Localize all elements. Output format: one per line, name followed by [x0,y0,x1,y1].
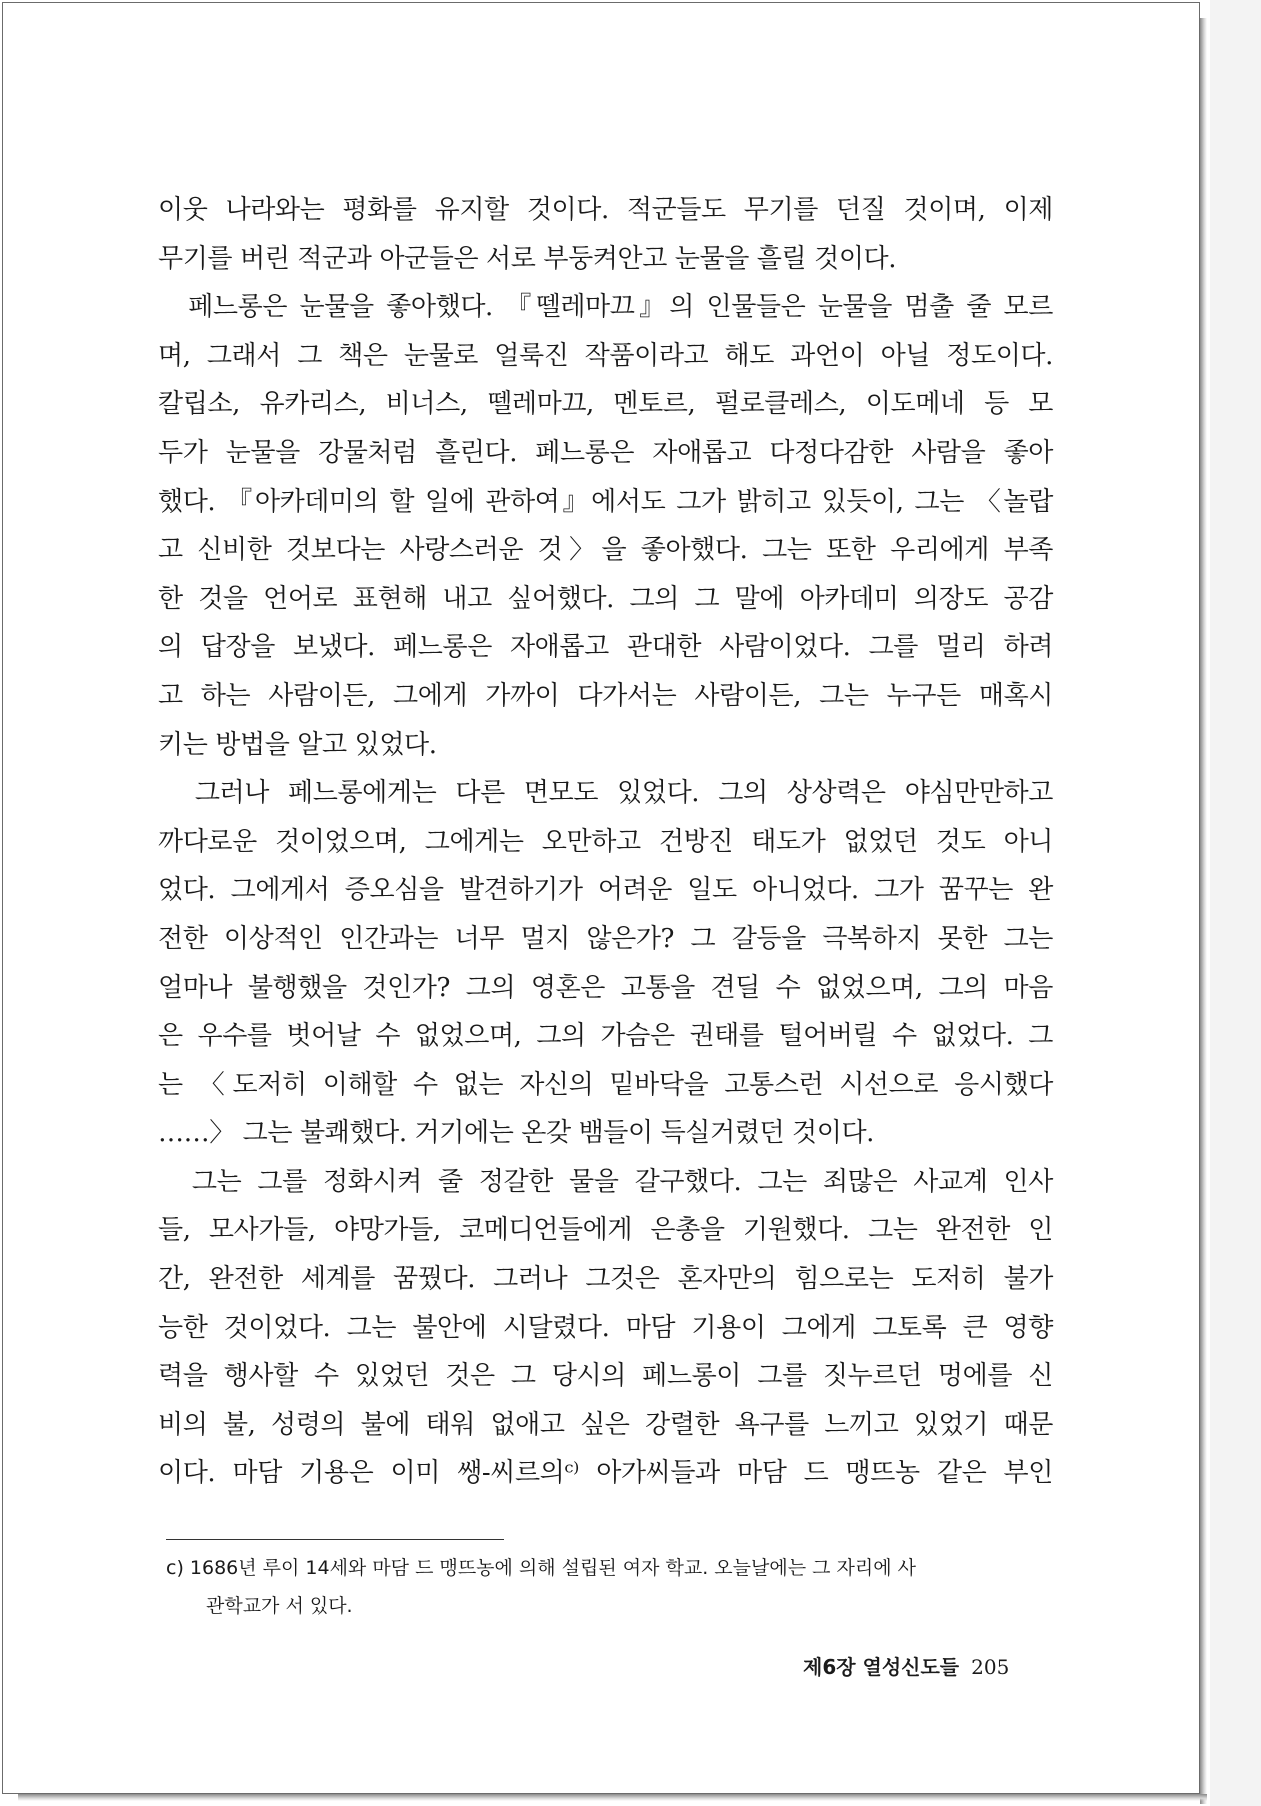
text-line: 간, 완전한 세계를 꿈꿨다. 그러나 그것은 혼자만의 힘으로는 도저히 불가 [158,1264,1053,1295]
body-text [158,186,1053,1498]
text-line: 페느롱은 눈물을 좋아했다. 『뗄레마끄』의 인물들은 눈물을 멈출 줄 모르 [158,292,1053,323]
text-line: 의 답장을 보냈다. 페느롱은 자애롭고 관대한 사람이었다. 그를 멀리 하려 [158,632,1053,663]
text-line: ……〉 그는 불쾌했다. 거기에는 온갖 뱀들이 득실거렸던 것이다. [158,1118,875,1149]
text-line: 고 신비한 것보다는 사랑스러운 것〉을 좋아했다. 그는 또한 우리에게 부족 [158,535,1053,566]
text-line: 이웃 나라와는 평화를 유지할 것이다. 적군들도 무기를 던질 것이며, 이제 [158,195,1053,225]
text-line: 두가 눈물을 강물처럼 흘린다. 페느롱은 자애롭고 다정다감한 사람을 좋아 [158,437,1053,468]
running-footer [803,1651,1023,1680]
text-line: 은 우수를 벗어날 수 없었으며, 그의 가슴은 권태를 털어버릴 수 없었다. 그 [158,1021,1053,1052]
text-line: 무기를 버린 적군과 아군들은 서로 부둥켜안고 눈물을 흘릴 것이다. [158,243,897,274]
text-line: 그러나 페느롱에게는 다른 면모도 있었다. 그의 상상력은 야심만만하고 [158,778,1053,809]
text-line: 얼마나 불행했을 것인가? 그의 영혼은 고통을 견딜 수 없었으며, 그의 마음 [158,972,1053,1003]
text-line: 키는 방법을 알고 있었다. [158,729,437,760]
footnote-line: c) 1686년 루이 14세와 마담 드 맹뜨농에 의해 설립된 여자 학교. 오늘날에는 그 자리에 사 [166,1557,916,1579]
page-number: 205 [971,1655,1010,1679]
footnote-line: 관학교가 서 있다. [206,1595,353,1617]
text-line: 었다. 그에게서 증오심을 발견하기가 어려운 일도 아니었다. 그가 꿈꾸는 완 [158,875,1053,906]
text-line: 까다로운 것이었으며, 그에게는 오만하고 건방진 태도가 없었던 것도 아니 [158,826,1053,857]
text-line: 력을 행사할 수 있었던 것은 그 당시의 페느롱이 그를 짓누르던 멍에를 신 [158,1361,1053,1392]
text-line: 전한 이상적인 인간과는 너무 멀지 않은가? 그 갈등을 극복하지 못한 그는 [158,923,1053,954]
chapter-title: 제6장 열성신도들 [803,1655,960,1679]
text-line: 한 것을 언어로 표현해 내고 싶어했다. 그의 그 말에 아카데미 의장도 공감 [158,583,1053,614]
footnote [166,1549,1054,1625]
text-line: 며, 그래서 그 책은 눈물로 얼룩진 작품이라고 해도 과언이 아닐 정도이다. [158,340,1053,371]
footnote-divider [166,1539,504,1540]
text-line: 들, 모사가들, 야망가들, 코메디언들에게 은총을 기원했다. 그는 완전한 인 [158,1215,1053,1246]
text-line: 그는 그를 정화시켜 줄 정갈한 물을 갈구했다. 그는 죄많은 사교계 인사 [158,1166,1053,1197]
text-line: 이다. 마담 기용은 이미 쌩-씨르의ᶜ⁾ 아가씨들과 마담 드 맹뜨농 같은 부인 [158,1458,1053,1489]
text-line: 했다. 『아카데미의 할 일에 관하여』에서도 그가 밝히고 있듯이, 그는 〈놀랍 [158,486,1053,517]
page-shadow [18,1794,1207,1801]
text-line: 칼립소, 유카리스, 비너스, 뗄레마끄, 멘토르, 펄로클레스, 이도메네 등 모 [158,389,1053,420]
text-line: 능한 것이었다. 그는 불안에 시달렸다. 마담 기용이 그에게 그토록 큰 영향 [158,1312,1053,1343]
book-page [2,2,1200,1794]
text-line: 비의 불, 성령의 불에 태워 없애고 싶은 강렬한 욕구를 느끼고 있었기 때문 [158,1409,1053,1440]
viewer-background [1210,0,1261,1806]
page-shadow [1200,18,1207,1804]
text-line: 는 〈도저히 이해할 수 없는 자신의 밑바닥을 고통스런 시선으로 응시했다 [158,1069,1053,1100]
text-line: 고 하는 사람이든, 그에게 가까이 다가서는 사람이든, 그는 누구든 매혹시 [158,680,1053,711]
